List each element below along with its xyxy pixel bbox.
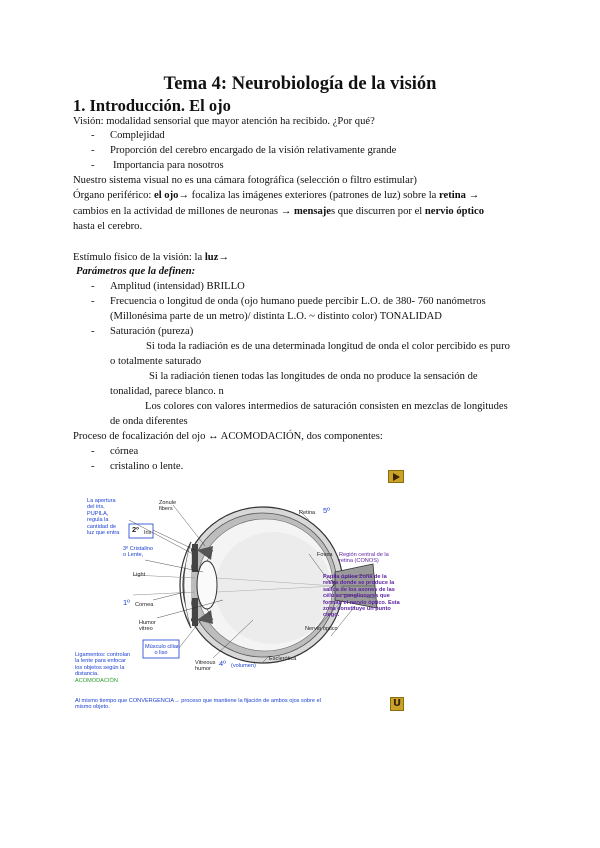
bullet-dash: -	[91, 145, 95, 156]
list-item: Frecuencia o longitud de onda (ojo humano puede percibir L.O. de 380- 760 nanómetros	[110, 296, 486, 307]
paragraph-line: Órgano periférico: el ojo→ focaliza las imágenes exteriores (patrones de luz) sobre la retina →	[73, 190, 480, 201]
paragraph-line: Si la radiación tienen todas las longitudes de onda no produce la sensación de	[149, 371, 478, 382]
fovea-label: Fovea	[317, 552, 333, 558]
convergencia-caption: Al mismo tiempo que CONVERGENCIA→ proceso que mantiene la fijación de ambos ojos sobre el mismo objeto.	[75, 698, 321, 711]
zonule-label: Zonule fibers	[159, 500, 177, 513]
paragraph-line: tonalidad, parece blanco. n	[110, 386, 224, 397]
retina-number: 5º	[323, 506, 330, 515]
list-item: Proporción del cerebro encargado de la visión relativamente grande	[110, 145, 397, 156]
ligamentos-label: Ligamentos: controlan la lente para enfocar los objetos según la distancia. ACOMODACIÓN	[75, 652, 131, 684]
paragraph-line: cambios en la actividad de millones de neuronas → mensajes que discurren por el nervio óptico	[73, 206, 484, 217]
bullet-dash: -	[91, 130, 95, 141]
iris-number: 2º	[132, 525, 139, 534]
volumen-label: (volumen)	[231, 663, 256, 669]
paragraph-line: Los colores con valores intermedios de saturación consisten en mezclas de longitudes	[145, 401, 508, 412]
paragraph-line: hasta el cerebro.	[73, 221, 143, 232]
list-item: Importancia para nosotros	[113, 160, 224, 171]
bullet-dash: -	[91, 446, 95, 457]
iris-label: Iris	[144, 530, 152, 536]
bullet-dash: -	[91, 461, 95, 472]
list-item: Amplitud (intensidad) BRILLO	[110, 281, 245, 292]
cornea-number: 1º	[123, 598, 130, 607]
paragraph-line: o totalmente saturado	[110, 356, 202, 367]
cornea-label: Cornea	[135, 602, 154, 608]
paragraph-line: Visión: modalidad sensorial que mayor atención ha recibido. ¿Por qué?	[73, 116, 375, 127]
retina-label: Retina	[299, 510, 316, 516]
paragraph-line: Estímulo físico de la visión: la luz→	[73, 252, 229, 263]
subheading: Parámetros que la definen:	[76, 266, 196, 277]
bullet-dash: -	[91, 281, 95, 292]
papila-optica-label: Papila óptica Zona de la retina donde se produce la salida de los axones de las células ganglionares que forman el nervio óptico. Esta zona constituye un punto ciego.	[323, 574, 400, 619]
list-item: Complejidad	[110, 130, 165, 141]
nervio-optico-label: Nervio óptico	[305, 626, 338, 632]
light-label: Light	[133, 572, 146, 578]
list-item-continuation: (Millonésima parte de un metro)/ distinta L.O. ~ distinto color) TONALIDAD	[110, 311, 442, 322]
vitreous-label: Vitreous humor	[195, 660, 216, 673]
musculo-ciliar-label: Músculo ciliar o liso	[145, 644, 179, 657]
humor-label: Humor vitreo	[139, 620, 156, 633]
document-title: Tema 4: Neurobiología de la visión	[163, 74, 437, 94]
pupila-label: La apertura del iris, PUPILA, regula la cantidad de luz que entra	[87, 498, 120, 537]
bullet-dash: -	[91, 296, 95, 307]
paragraph-line: de onda diferentes	[110, 416, 188, 427]
paragraph-line: Proceso de focalización del ojo ↔ ACOMODACIÓN, dos componentes:	[73, 431, 383, 442]
bullet-dash: -	[91, 160, 95, 171]
eye-anatomy-figure	[73, 480, 413, 714]
section-heading: 1. Introducción. El ojo	[73, 96, 231, 115]
fovea-description: Región central de la retina (CONOS)	[339, 552, 389, 565]
vitreous-number: 4º	[219, 659, 226, 668]
list-item: cristalino o lente.	[110, 461, 184, 472]
bullet-dash: -	[91, 326, 95, 337]
esclerotica-label: Esclerótica	[269, 656, 297, 662]
paragraph-line: Nuestro sistema visual no es una cámara fotográfica (selección o filtro estimular)	[73, 175, 417, 186]
return-button[interactable]: U	[390, 697, 404, 711]
list-item: córnea	[110, 446, 139, 457]
list-item: Saturación (pureza)	[110, 326, 194, 337]
paragraph-line: Si toda la radiación es de una determinada longitud de onda el color percibido es puro	[146, 341, 510, 352]
cristalino-label: 3º Cristalino o Lente,	[123, 546, 154, 559]
